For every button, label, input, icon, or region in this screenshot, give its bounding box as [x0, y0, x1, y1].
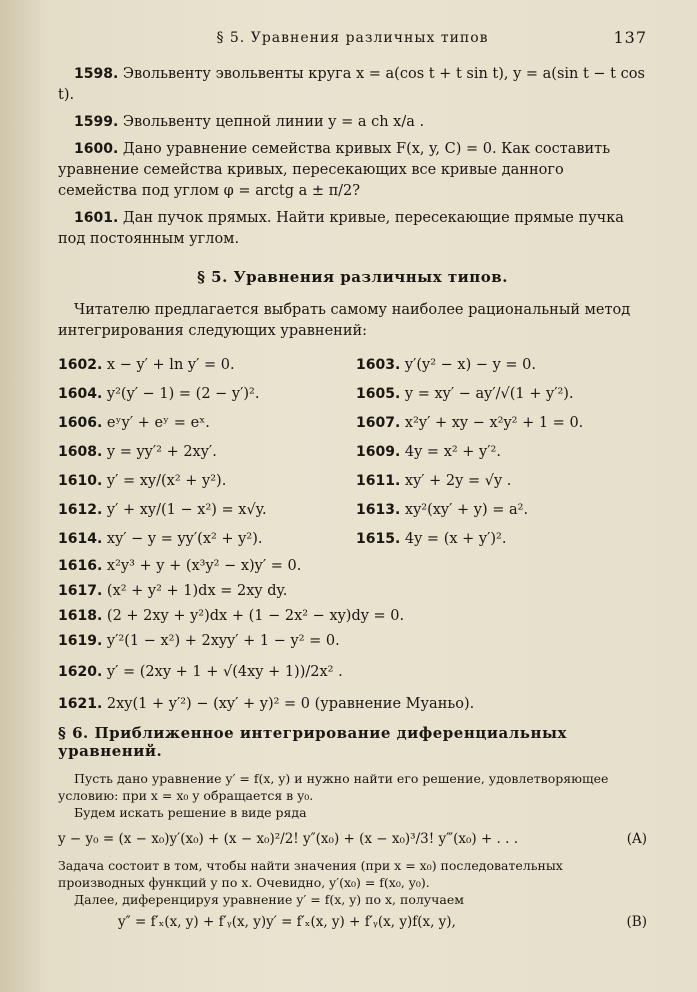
- equation-number: 1618.: [58, 607, 103, 624]
- equation-text: (2 + 2xy + y²)dx + (1 − 2x² − xy)dy = 0.: [106, 607, 405, 624]
- equation-text: 2xy(1 + y′²) − (xy′ + y)² = 0 (уравнение Муаньо).: [106, 695, 475, 712]
- problem-number: 1600.: [74, 141, 119, 157]
- problem-1599: [58, 112, 647, 133]
- running-head-title: § 5. Уравнения различных типов: [216, 30, 489, 46]
- equation-text: 4y = x² + y′².: [404, 443, 501, 460]
- section-5-title: § 5. Уравнения различных типов.: [197, 268, 508, 286]
- equation-text: (x² + y² + 1)dx = 2xy dy.: [106, 582, 288, 599]
- running-head: [58, 30, 647, 46]
- equation-1605: [356, 379, 647, 408]
- problem-text: Эвольвенту цепной линии y = a ch x/a .: [122, 114, 425, 130]
- problem-number: 1599.: [74, 114, 119, 130]
- problem-text: Дано уравнение семейства кривых F(x, y, C) = 0. Как составить уравнение семейства кривых, пересекающих все кривые данного семейства под углом φ = arctg a ± π/2?: [58, 141, 611, 199]
- problem-text: Эвольвенту эвольвенты круга x = a(cos t + t sin t), y = a(sin t − t cos t).: [58, 66, 645, 103]
- equation-text: eʸy′ + eʸ = eˣ.: [106, 414, 210, 431]
- equation-1612: [58, 495, 348, 524]
- equations-grid: [58, 350, 647, 553]
- equation-1611: [356, 466, 647, 495]
- problem-1601: [58, 208, 647, 250]
- series-equation-a: [58, 831, 647, 847]
- equation-1613: [356, 495, 647, 524]
- equation-text: y′ = xy/(x² + y²).: [106, 472, 227, 489]
- equation-text: y′ = (2xy + 1 + √(4xy + 1))/2x² .: [106, 664, 343, 680]
- equation-text: x²y′ + xy − x²y² + 1 = 0.: [404, 414, 584, 431]
- section-5-intro: Читателю предлагается выбрать самому наиболее рациональный метод интегрирования следующих уравнений:: [58, 302, 631, 339]
- equation-1603: [356, 350, 647, 379]
- equation-1620: [58, 653, 647, 691]
- equation-1616: [58, 553, 647, 578]
- section-6-paragraph-3: Задача состоит в том, чтобы найти значения (при x = x₀) последовательных производных функций y по x. Очевидно, y′(x₀) = f(x₀, y₀).: [58, 858, 563, 890]
- problem-number: 1601.: [74, 210, 119, 226]
- problem-text: Дан пучок прямых. Найти кривые, пересекающие прямые пучка под постоянным углом.: [58, 210, 624, 247]
- equation-text: xy′ − y = yy′(x² + y²).: [106, 530, 263, 547]
- equation-number: 1616.: [58, 557, 103, 574]
- equation-number: 1602.: [58, 356, 103, 373]
- equation-1606: [58, 408, 348, 437]
- equation-text: y²(y′ − 1) = (2 − y′)².: [106, 385, 260, 402]
- equation-1607: [356, 408, 647, 437]
- equation-number: 1603.: [356, 356, 401, 373]
- section-6-title: § 6. Приближенное интегрирование диференциальных уравнений.: [58, 724, 567, 760]
- equation-b: [58, 914, 647, 930]
- section-6-paragraph-1: Пусть дано уравнение y′ = f(x, y) и нужно найти его решение, удовлетворяющее условию: при x = x₀ y обращается в y₀.: [58, 771, 609, 803]
- equation-text: y′(y² − x) − y = 0.: [404, 356, 537, 373]
- equation-1619: [58, 628, 647, 653]
- equation-number: 1611.: [356, 472, 401, 489]
- equation-number: 1605.: [356, 385, 401, 402]
- equation-text: y = xy′ − ay′/√(1 + y′²).: [404, 385, 574, 402]
- equation-text: x²y³ + y + (x³y² − x)y′ = 0.: [106, 557, 302, 574]
- equation-text: y′²(1 − x²) + 2xyy′ + 1 − y² = 0.: [106, 632, 340, 649]
- equation-number: 1615.: [356, 530, 401, 547]
- equation-text: xy²(xy′ + y) = a².: [404, 501, 529, 518]
- equation-1621: [58, 691, 647, 716]
- equation-number: 1614.: [58, 530, 103, 547]
- equation-number: 1621.: [58, 695, 103, 712]
- equation-b-label: (B): [626, 914, 647, 930]
- equation-number: 1608.: [58, 443, 103, 460]
- equation-text: y′ + xy/(1 − x²) = x√y.: [106, 501, 267, 518]
- equation-1602: [58, 350, 348, 379]
- equation-1610: [58, 466, 348, 495]
- equation-text: xy′ + 2y = √y .: [404, 472, 512, 489]
- problem-number: 1598.: [74, 66, 119, 82]
- equation-text: y = yy′² + 2xy′.: [106, 443, 217, 460]
- equation-1604: [58, 379, 348, 408]
- series-equation-label: (A): [626, 831, 647, 847]
- series-equation-text: y − y₀ = (x − x₀)y′(x₀) + (x − x₀)²/2! y″(x₀) + (x − x₀)³/3! y‴(x₀) + . . .: [58, 831, 519, 847]
- equation-number: 1607.: [356, 414, 401, 431]
- equation-1614: [58, 524, 348, 553]
- equation-1618: [58, 603, 647, 628]
- equation-b-text: y″ = f′ₓ(x, y) + f′ᵧ(x, y)y′ = f′ₓ(x, y) + f′ᵧ(x, y)f(x, y),: [118, 914, 456, 930]
- equation-number: 1620.: [58, 664, 103, 680]
- equation-1609: [356, 437, 647, 466]
- section-6-paragraph-4: Далее, диференцируя уравнение y′ = f(x, y) по x, получаем: [74, 892, 464, 907]
- section-6-paragraph-2: Будем искать решение в виде ряда: [74, 805, 307, 820]
- equation-number: 1617.: [58, 582, 103, 599]
- equation-1617: [58, 578, 647, 603]
- problem-1598: [58, 64, 647, 106]
- equation-number: 1609.: [356, 443, 401, 460]
- equation-number: 1612.: [58, 501, 103, 518]
- problem-1600: [58, 139, 647, 202]
- equation-text: x − y′ + ln y′ = 0.: [106, 356, 235, 373]
- equation-number: 1604.: [58, 385, 103, 402]
- equation-number: 1610.: [58, 472, 103, 489]
- page-number: 137: [613, 28, 647, 47]
- equation-number: 1619.: [58, 632, 103, 649]
- equation-1608: [58, 437, 348, 466]
- equation-number: 1606.: [58, 414, 103, 431]
- equation-number: 1613.: [356, 501, 401, 518]
- equation-1615: [356, 524, 647, 553]
- equation-text: 4y = (x + y′)².: [404, 530, 507, 547]
